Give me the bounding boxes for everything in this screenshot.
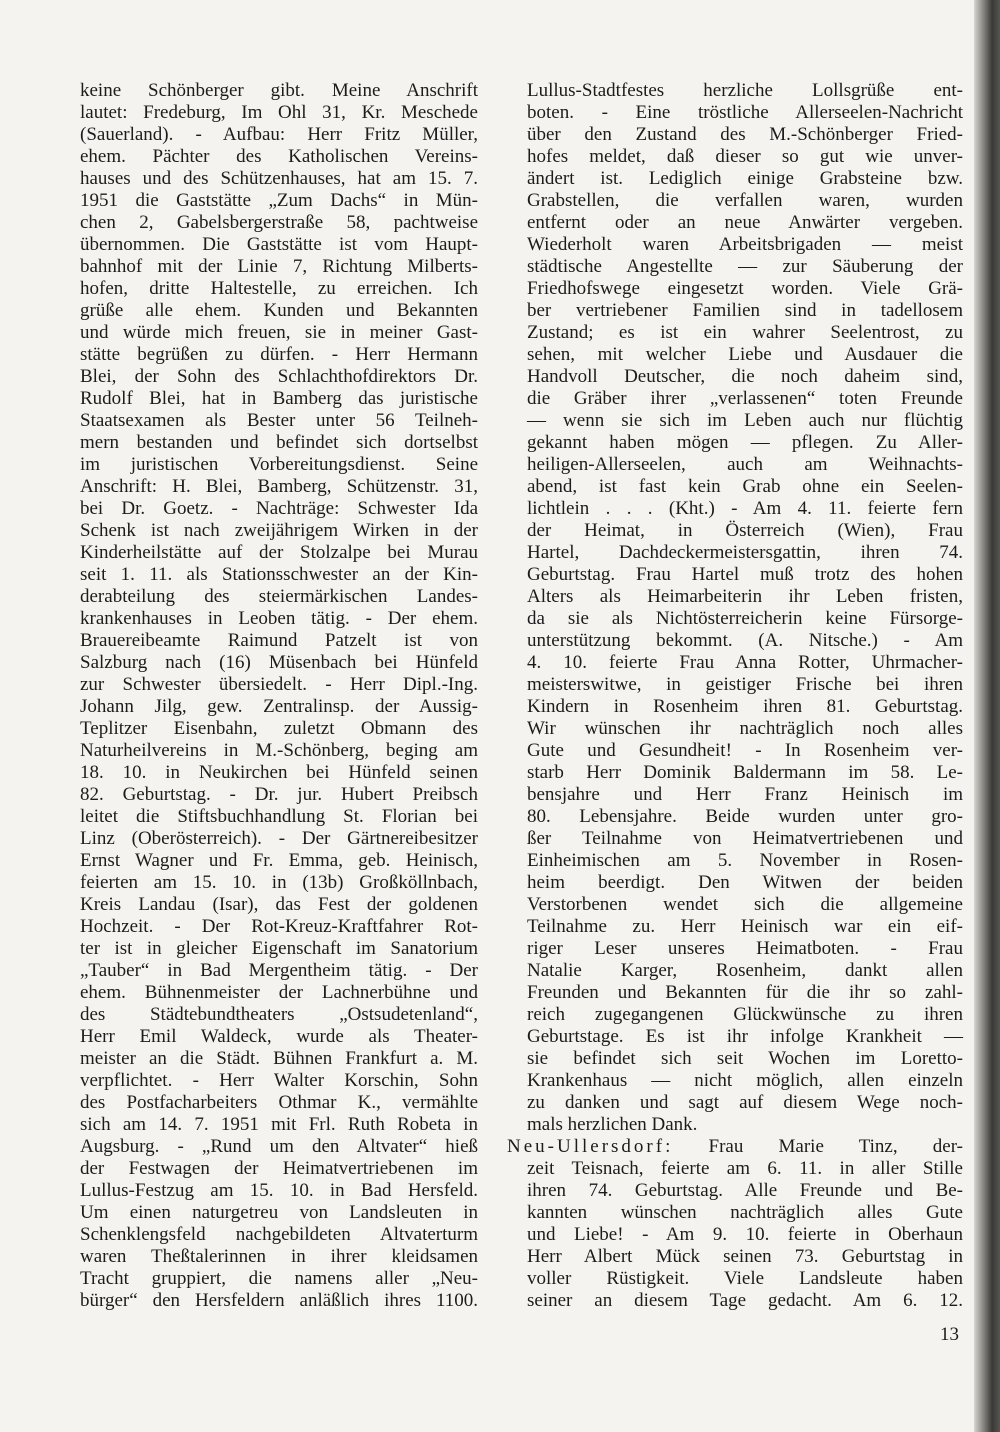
text-line: ter ist in gleicher Eigenschaft im Sanatorium: [80, 938, 478, 959]
text-line: krankenhauses in Leoben tätig. - Der ehem.: [80, 608, 478, 629]
text-line: meisterswitwe, in geistiger Frische bei ihren: [527, 674, 963, 695]
text-line: Zustand; es ist ein wahrer Seelentrost, zu: [527, 322, 963, 343]
text-line: hofes meldet, daß dieser so gut wie unver-: [527, 146, 963, 167]
text-line: Lullus-Festzug am 15. 10. in Bad Hersfeld.: [80, 1180, 478, 1201]
text-line: und würde mich freuen, sie in meiner Gast-: [80, 322, 478, 343]
text-line: der Festwagen der Heimatvertriebenen im: [80, 1158, 478, 1179]
text-line: starb Herr Dominik Baldermann im 58. Le-: [527, 762, 963, 783]
text-line: des Städtebundtheaters „Ostsudetenland“,: [80, 1004, 478, 1025]
text-line: 4. 10. feierte Frau Anna Rotter, Uhrmacher-: [527, 652, 963, 673]
text-line: Brauereibeamte Raimund Patzelt ist von: [80, 630, 478, 651]
text-line: feierten am 15. 10. in (13b) Großköllnbach,: [80, 872, 478, 893]
text-line: „Tauber“ in Bad Mergentheim tätig. - Der: [80, 960, 478, 981]
text-line: mern bestanden und befindet sich dortselbst: [80, 432, 478, 453]
text-line: zeit Teisnach, feierte am 6. 11. in aller Stille: [527, 1158, 963, 1179]
text-line: Handvoll Deutscher, die noch daheim sind,: [527, 366, 963, 387]
text-line: Staatsexamen als Bester unter 56 Teilneh-: [80, 410, 478, 431]
text-line: (Sauerland). - Aufbau: Herr Fritz Müller,: [80, 124, 478, 145]
text-line: verpflichtet. - Herr Walter Korschin, Sohn: [80, 1070, 478, 1091]
text-line: heim beerdigt. Den Witwen der beiden: [527, 872, 963, 893]
text-line: bahnhof mit der Linie 7, Richtung Milberts-: [80, 256, 478, 277]
text-line: leitet die Stiftsbuchhandlung St. Florian bei: [80, 806, 478, 827]
text-line: Augsburg. - „Rund um den Altvater“ hieß: [80, 1136, 478, 1157]
text-line: heiligen-Allerseelen, auch am Weihnachts-: [527, 454, 963, 475]
text-line: Johann Jilg, gew. Zentralinsp. der Aussig-: [80, 696, 478, 717]
text-line: Geburtstag. Frau Hartel muß trotz des hohen: [527, 564, 963, 585]
text-line: lichtlein . . . (Kht.) - Am 4. 11. feierte fern: [527, 498, 963, 519]
text-line: voller Rüstigkeit. Viele Landsleute haben: [527, 1268, 963, 1289]
text-line: Ernst Wagner und Fr. Emma, geb. Heinisch,: [80, 850, 478, 871]
text-line: Kreis Landau (Isar), das Fest der goldenen: [80, 894, 478, 915]
text-line: Friedhofswege eingesetzt worden. Viele Grä-: [527, 278, 963, 299]
text-line: im juristischen Vorbereitungsdienst. Seine: [80, 454, 478, 475]
text-line: 18. 10. in Neukirchen bei Hünfeld seinen: [80, 762, 478, 783]
left-column: [80, 80, 478, 1312]
text-line: chen 2, Gabelsbergerstraße 58, pachtweise: [80, 212, 478, 233]
scan-page-edge: [974, 0, 1000, 1432]
text-line: Kinderheilstätte auf der Stolzalpe bei Murau: [80, 542, 478, 563]
text-line: ehem. Pächter des Katholischen Vereins-: [80, 146, 478, 167]
text-line: sehen, mit welcher Liebe und Ausdauer die: [527, 344, 963, 365]
text-line: des Postfacharbeiters Othmar K., vermählte: [80, 1092, 478, 1113]
text-line: Lullus-Stadtfestes herzliche Lollsgrüße ent-: [527, 80, 963, 101]
text-line: 80. Lebensjahre. Beide wurden unter gro-: [527, 806, 963, 827]
text-line: seiner an diesem Tage gedacht. Am 6. 12.: [527, 1290, 963, 1311]
text-line: Linz (Oberösterreich). - Der Gärtnereibesitzer: [80, 828, 478, 849]
text-line: Schenklengsfeld nachgebildeten Altvaterturm: [80, 1224, 478, 1245]
text-line: Salzburg nach (16) Müsenbach bei Hünfeld: [80, 652, 478, 673]
text-line: Anschrift: H. Blei, Bamberg, Schützenstr. 31,: [80, 476, 478, 497]
text-line: die Gräber ihrer „verlassenen“ toten Freunde: [527, 388, 963, 409]
text-line: da sie als Nichtösterreicherin keine Fürsorge-: [527, 608, 963, 629]
text-line: seit 1. 11. als Stationsschwester an der Kin-: [80, 564, 478, 585]
text-line: gekannt haben mögen — pflegen. Zu Aller-: [527, 432, 963, 453]
text-line: Herr Emil Waldeck, wurde als Theater-: [80, 1026, 478, 1047]
text-line: Hochzeit. - Der Rot-Kreuz-Kraftfahrer Rot-: [80, 916, 478, 937]
text-line: Schenk ist nach zweijährigem Wirken in der: [80, 520, 478, 541]
page-number: 13: [940, 1324, 959, 1345]
text-line: ihren 74. Geburtstag. Alle Freunde und Be-: [527, 1180, 963, 1201]
text-line: derabteilung des steiermärkischen Landes-: [80, 586, 478, 607]
text-line: Geburtstage. Es ist ihr infolge Krankheit —: [527, 1026, 963, 1047]
text-line: hauses und des Schützenhauses, hat am 15. 7.: [80, 168, 478, 189]
text-line: Gute und Gesundheit! - In Rosenheim ver-: [527, 740, 963, 761]
text-line: waren Theßtalerinnen in ihrer kleidsamen: [80, 1246, 478, 1267]
text-line: bei Dr. Goetz. - Nachträge: Schwester Ida: [80, 498, 478, 519]
text-line: Einheimischen am 5. November in Rosen-: [527, 850, 963, 871]
text-line: städtische Angestellte — zur Säuberung der: [527, 256, 963, 277]
text-line: Tracht gruppiert, die namens aller „Neu-: [80, 1268, 478, 1289]
text-line: reich zugegangenen Glückwünsche zu ihren: [527, 1004, 963, 1025]
text-line-content: Frau Marie Tinz, der-: [708, 1136, 963, 1157]
text-line: bürger“ den Hersfeldern anläßlich ihres 1100.: [80, 1290, 478, 1311]
text-line: Freunden und Bekannten für die ihr so zahl-: [527, 982, 963, 1003]
section-heading: Neu-Ullersdorf:: [507, 1136, 674, 1157]
text-line: Teplitzer Eisenbahn, zuletzt Obmann des: [80, 718, 478, 739]
right-column: [507, 80, 963, 1312]
text-line: Hartel, Dachdeckermeistersgattin, ihren 74.: [527, 542, 963, 563]
text-line: entfernt oder an neue Anwärter vergeben.: [527, 212, 963, 233]
text-line: ehem. Bühnenmeister der Lachnerbühne und: [80, 982, 478, 1003]
text-line: riger Leser unseres Heimatboten. - Frau: [527, 938, 963, 959]
text-line: Alters als Heimarbeiterin ihr Leben fristen,: [527, 586, 963, 607]
text-line: der Heimat, in Österreich (Wien), Frau: [527, 520, 963, 541]
text-line: kannten wünschen nachträglich alles Gute: [527, 1202, 963, 1223]
text-line: sie befindet sich seit Wochen im Loretto-: [527, 1048, 963, 1069]
text-line: — wenn sie sich im Leben auch nur flüchtig: [527, 410, 963, 431]
text-line: übernommen. Die Gaststätte ist vom Haupt-: [80, 234, 478, 255]
text-line: mals herzlichen Dank.: [527, 1114, 698, 1135]
text-line: stätte begrüßen zu dürfen. - Herr Hermann: [80, 344, 478, 365]
text-line: 82. Geburtstag. - Dr. jur. Hubert Preibsch: [80, 784, 478, 805]
text-line: ber vertriebener Familien sind in tadellosem: [527, 300, 963, 321]
text-line: zur Schwester übersiedelt. - Herr Dipl.-Ing.: [80, 674, 478, 695]
text-line: Wir wünschen ihr nachträglich noch alles: [527, 718, 963, 739]
text-line: keine Schönberger gibt. Meine Anschrift: [80, 80, 478, 101]
text-line: boten. - Eine tröstliche Allerseelen-Nachricht: [527, 102, 963, 123]
text-line: Rudolf Blei, hat in Bamberg das juristische: [80, 388, 478, 409]
text-line: Teilnahme zu. Herr Heinisch war ein eif-: [527, 916, 963, 937]
text-line: Kindern in Rosenheim ihren 81. Geburtstag.: [527, 696, 963, 717]
text-line: zu danken und sagt auf diesem Wege noch-: [527, 1092, 963, 1113]
text-line: [507, 1136, 963, 1158]
text-line: abend, ist fast kein Grab ohne ein Seelen-: [527, 476, 963, 497]
text-line: Blei, der Sohn des Schlachthofdirektors Dr.: [80, 366, 478, 387]
text-line: hofen, dritte Haltestelle, zu erreichen. Ich: [80, 278, 478, 299]
text-line: über den Zustand des M.-Schönberger Fried-: [527, 124, 963, 145]
text-line: grüße alle ehem. Kunden und Bekannten: [80, 300, 478, 321]
text-line: lautet: Fredeburg, Im Ohl 31, Kr. Meschede: [80, 102, 478, 123]
text-line: Wiederholt waren Arbeitsbrigaden — meist: [527, 234, 963, 255]
text-line: Naturheilvereins in M.-Schönberg, beging am: [80, 740, 478, 761]
text-line: meister an die Städt. Bühnen Frankfurt a. M.: [80, 1048, 478, 1069]
text-line: sich am 14. 7. 1951 mit Frl. Ruth Robeta in: [80, 1114, 478, 1135]
text-line: Krankenhaus — nicht möglich, allen einzeln: [527, 1070, 963, 1091]
text-line: Herr Albert Mück seinen 73. Geburtstag in: [527, 1246, 963, 1267]
text-line: 1951 die Gaststätte „Zum Dachs“ in Mün-: [80, 190, 478, 211]
text-line: ßer Teilnahme von Heimatvertriebenen und: [527, 828, 963, 849]
text-line: und Liebe! - Am 9. 10. feierte in Oberhaun: [527, 1224, 963, 1245]
text-line: ändert ist. Lediglich einige Grabsteine bzw.: [527, 168, 963, 189]
text-line: unterstützung bekommt. (A. Nitsche.) - Am: [527, 630, 963, 651]
text-line: bensjahre und Herr Franz Heinisch im: [527, 784, 963, 805]
text-line: Natalie Karger, Rosenheim, dankt allen: [527, 960, 963, 981]
text-line: Um einen naturgetreu von Landsleuten in: [80, 1202, 478, 1223]
text-line: Verstorbenen wendet sich die allgemeine: [527, 894, 963, 915]
text-line: Grabstellen, die verfallen waren, wurden: [527, 190, 963, 211]
